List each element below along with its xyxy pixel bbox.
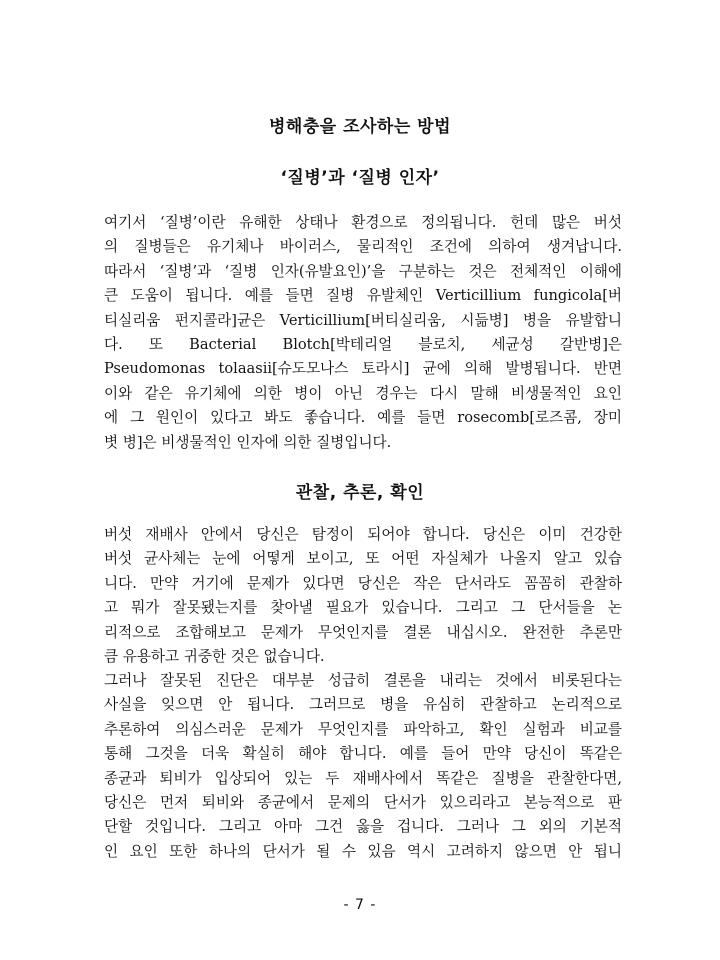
paragraph-line: 인 요인 또한 하나의 단서가 될 수 있음 역시 고려하지 않으면 안 됩니 [104,842,622,860]
paragraph-line: 추론하여 의심스러운 문제가 무엇인지를 파악하고, 확인 실험과 비교를 [104,720,622,738]
paragraph-detective [104,523,622,669]
page-number: - 7 - [343,897,377,913]
paragraph-diagnosis [104,669,622,864]
paragraph-disease [104,211,622,455]
paragraph-line: 니다. 만약 거기에 문제가 있다면 당신은 작은 단서라도 꼼꼼히 관찰하 [104,574,622,592]
paragraph-line: 버섯 재배사 안에서 당신은 탐정이 되어야 합니다. 당신은 이미 건강한 [104,526,622,543]
paragraph-line: 그러나 잘못된 진단은 대부분 성급히 결론을 내리는 것에서 비롯된다는 [104,672,622,689]
section-heading-observation: 관찰, 추론, 확인 [295,483,425,503]
paragraph-line: 이와 같은 유기체에 의한 병이 아닌 경우는 다시 말해 비생물적인 요인 [104,384,622,402]
paragraph-line: 종균과 퇴비가 입상되어 있는 두 재배사에서 똑같은 질병을 관찰한다면, [104,769,622,787]
paragraph-line: 의 질병들은 유기체나 바이러스, 물리적인 조건에 의하여 생겨납니다. [104,238,622,256]
section-heading-disease: ‘질병’과 ‘질병 인자’ [280,168,440,188]
paragraph-line: 큼 유용하고 귀중한 것은 없습니다. [104,648,325,666]
paragraph-line: 따라서 ‘질병’과 ‘질병 인자(유발요인)’을 구분하는 것은 전체적인 이해에 [104,262,622,280]
paragraph-line: Pseudomonas tolaasii[슈도모나스 토라시] 균에 의해 발병됩니다. 반면 [104,360,622,378]
paragraph-line: 사실을 잊으면 안 됩니다. 그러므로 병을 유심히 관찰하고 논리적으로 [104,696,622,714]
paragraph-line: 볏 병]은 비생물적인 인자에 의한 질병입니다. [104,433,392,451]
paragraph-line: 고 뭐가 잘못됐는지를 찾아낼 필요가 있습니다. 그리고 그 단서들을 논 [104,599,622,617]
paragraph-line: 단할 것입니다. 그리고 아마 그건 옳을 겁니다. 그러나 그 외의 기본적 [104,818,622,836]
paragraph-line: 통해 그것을 더욱 확실히 해야 합니다. 예를 들어 만약 당신이 똑같은 [104,745,622,763]
paragraph-line: 버섯 균사체는 눈에 어떻게 보이고, 또 어떤 자실체가 나올지 알고 있습 [104,550,622,568]
paragraph-line: 리적으로 조합해보고 문제가 무엇인지를 결론 내십시오. 완전한 추론만 [104,623,622,641]
paragraph-line: 다. 또 Bacterial Blotch[박테리얼 블로치, 세균성 갈반병]은 [104,336,622,354]
paragraph-line: 여기서 ‘질병’이란 유해한 상태나 환경으로 정의됩니다. 헌데 많은 버섯 [104,214,622,231]
paragraph-line: 큰 도움이 됩니다. 예를 들면 질병 유발체인 Verticillium fungicola[버 [104,287,622,305]
paragraph-line: 티실리움 펀지콜라]균은 Verticillium[버티실리움, 시듦병] 병을 유발합니 [104,311,622,329]
paragraph-line: 에 그 원인이 있다고 봐도 좋습니다. 예를 들면 rosecomb[로즈콤, 장미 [104,409,622,427]
paragraph-line: 당신은 먼저 퇴비와 종균에서 문제의 단서가 있으리라고 본능적으로 판 [104,794,622,812]
page-title: 병해충을 조사하는 방법 [268,117,452,137]
